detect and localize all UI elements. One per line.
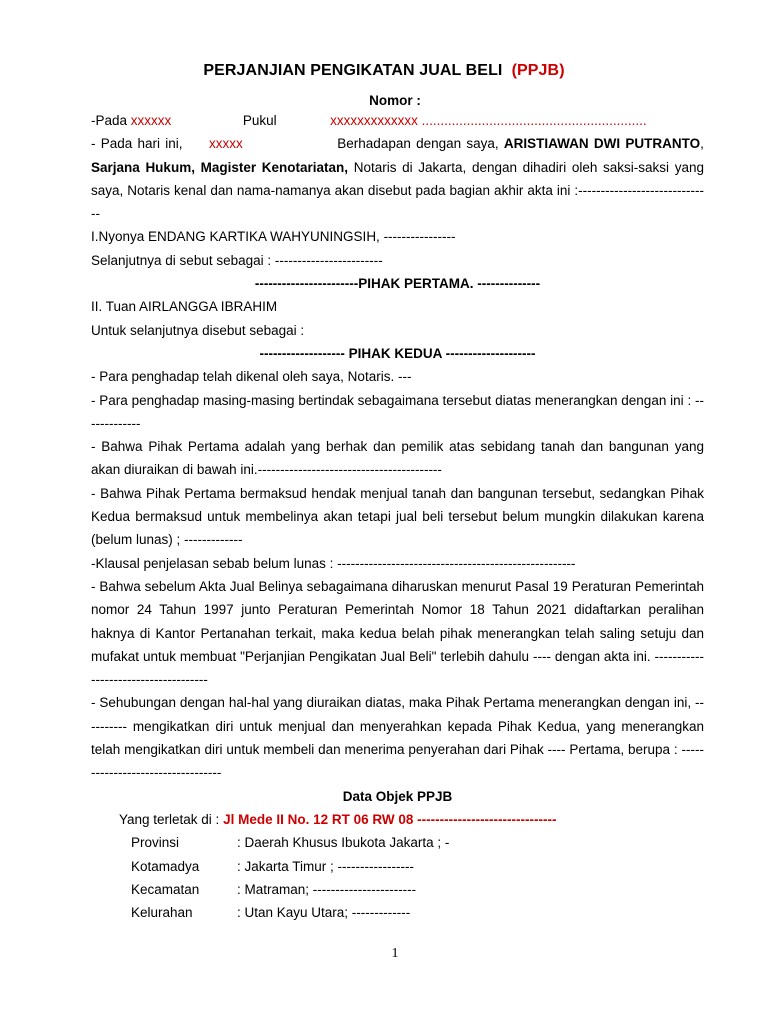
title-abbreviation: (PPJB) [511, 62, 565, 79]
location-label: Yang terletak di : [119, 811, 224, 827]
hari-prefix: - Pada hari ini, [91, 136, 183, 152]
field-value: : Daerah Khusus Ibukota Jakarta ; - [237, 835, 450, 851]
field-value: : Jakarta Timur ; ----------------- [237, 858, 414, 874]
party2-reference: Untuk selanjutnya disebut sebagai : [91, 322, 305, 338]
pada-value: xxxxxx [130, 113, 172, 128]
pukul-value: xxxxxxxxxxxxx [330, 113, 418, 128]
party1-reference: Selanjutnya di sebut sebagai : ------------------------ [91, 252, 383, 268]
paragraph-3: - Bahwa Pihak Pertama adalah yang berhak dan pemilik atas sebidang tanah dan bangunan yang akan diuraikan di bawah ini.----------------------------------------- [91, 439, 704, 478]
notary-title: Sarjana Hukum, Magister Kenotariatan, [91, 159, 349, 175]
date-line [91, 109, 704, 132]
document-body [91, 109, 704, 924]
field-value: : Utan Kayu Utara; ------------- [237, 905, 411, 921]
party2-heading: ------------------- PIHAK KEDUA -------------------- [259, 345, 536, 361]
document-title [0, 62, 768, 80]
notary-name-2: PUTRANTO [625, 136, 701, 152]
party1-heading: -----------------------PIHAK PERTAMA. -------------- [254, 276, 541, 292]
hari-value: xxxxx [209, 136, 243, 152]
title-main: PERJANJIAN PENGIKATAN JUAL BELI [203, 62, 503, 79]
party2-line: II. Tuan AIRLANGGA IBRAHIM [91, 299, 278, 315]
paragraph-7: - Sehubungan dengan hal-hal yang diuraikan diatas, maka Pihak Pertama menerangkan dengan ini, ---------- mengikatkan diri untuk menjual dan menyerahkan kepada Pihak Kedua, yang menerangkan telah mengikatkan diri untuk membeli dan menerima penyerahan dari Pihak ---- Pertama, berupa : ---------------------------------- [91, 695, 704, 781]
field-label: Provinsi [131, 835, 180, 851]
notary-name-1: ARISTIAWAN DWI [503, 136, 621, 152]
pukul-label: Pukul [242, 113, 277, 128]
document-number: Nomor : [369, 93, 421, 108]
field-kotamadya [131, 855, 704, 878]
paragraph-5: -Klausal penjelasan sebab belum lunas : ----------------------------------------------------- [91, 555, 576, 571]
location-value: Jl Mede II No. 12 RT 06 RW 08 ------------------------------- [223, 811, 557, 827]
paragraph-2: - Para penghadap masing-masing bertindak sebagaimana tersebut diatas menerangkan dengan ini : ------------- [91, 392, 704, 431]
page-number: 1 [391, 946, 399, 961]
hari-suffix: Berhadapan dengan saya, [337, 136, 499, 152]
field-label: Kotamadya [131, 858, 200, 874]
field-label: Kelurahan [131, 905, 193, 921]
field-kecamatan [131, 878, 704, 901]
party1-line: I.Nyonya ENDANG KARTIKA WAHYUNINGSIH, ---------------- [91, 229, 456, 245]
object-heading: Data Objek PPJB [342, 788, 453, 804]
field-label: Kecamatan [131, 881, 200, 897]
field-provinsi [131, 831, 704, 854]
field-kelurahan [131, 901, 704, 924]
notary-rest: Notaris di Jakarta, dengan dihadiri oleh saksi-saksi yang saya, Notaris kenal dan nama-namanya akan disebut pada bagian akhir akta ini :------------------------------ [91, 159, 704, 222]
field-value: : Matraman; ----------------------- [237, 881, 417, 897]
location-line [91, 808, 704, 831]
paragraph-6: - Bahwa sebelum Akta Jual Belinya sebagaimana diharuskan menurut Pasal 19 Peraturan Pemerintah nomor 24 Tahun 1997 junto Peraturan Pemerintah Nomor 18 Tahun 2021 didaftarkan peralihan haknya di Kantor Pertanahan terkait, maka kedua belah pihak menerangkan telah saling setuju dan mufakat untuk membuat "Perjanjian Pengikatan Jual Beli" terlebih dahulu ---- dengan akta ini. ------------------------------------- [91, 578, 704, 688]
paragraph-1: - Para penghadap telah dikenal oleh saya, Notaris. --- [91, 369, 412, 385]
opening-paragraph: - Pada hari ini, xxxxx Berhadapan dengan saya, ARISTIAWAN DWI PUTRANTO, Sarjana Hukum, Magister Kenotariatan, Notaris di Jakarta, dengan dihadiri oleh saksi-saksi yang saya, Notaris kenal dan nama-namanya akan disebut pada bagian akhir akta ini :------------------------------ [91, 136, 704, 222]
pukul-dots: ............................................................ [417, 113, 647, 128]
paragraph-4: - Bahwa Pihak Pertama bermaksud hendak menjual tanah dan bangunan tersebut, sedangkan Pihak Kedua bermaksud untuk membelinya akan tetapi jual beli tersebut belum mungkin dilakukan karena (belum lunas) ; ------------- [91, 485, 704, 548]
object-fields [91, 831, 704, 924]
pada-label: -Pada [91, 113, 128, 128]
